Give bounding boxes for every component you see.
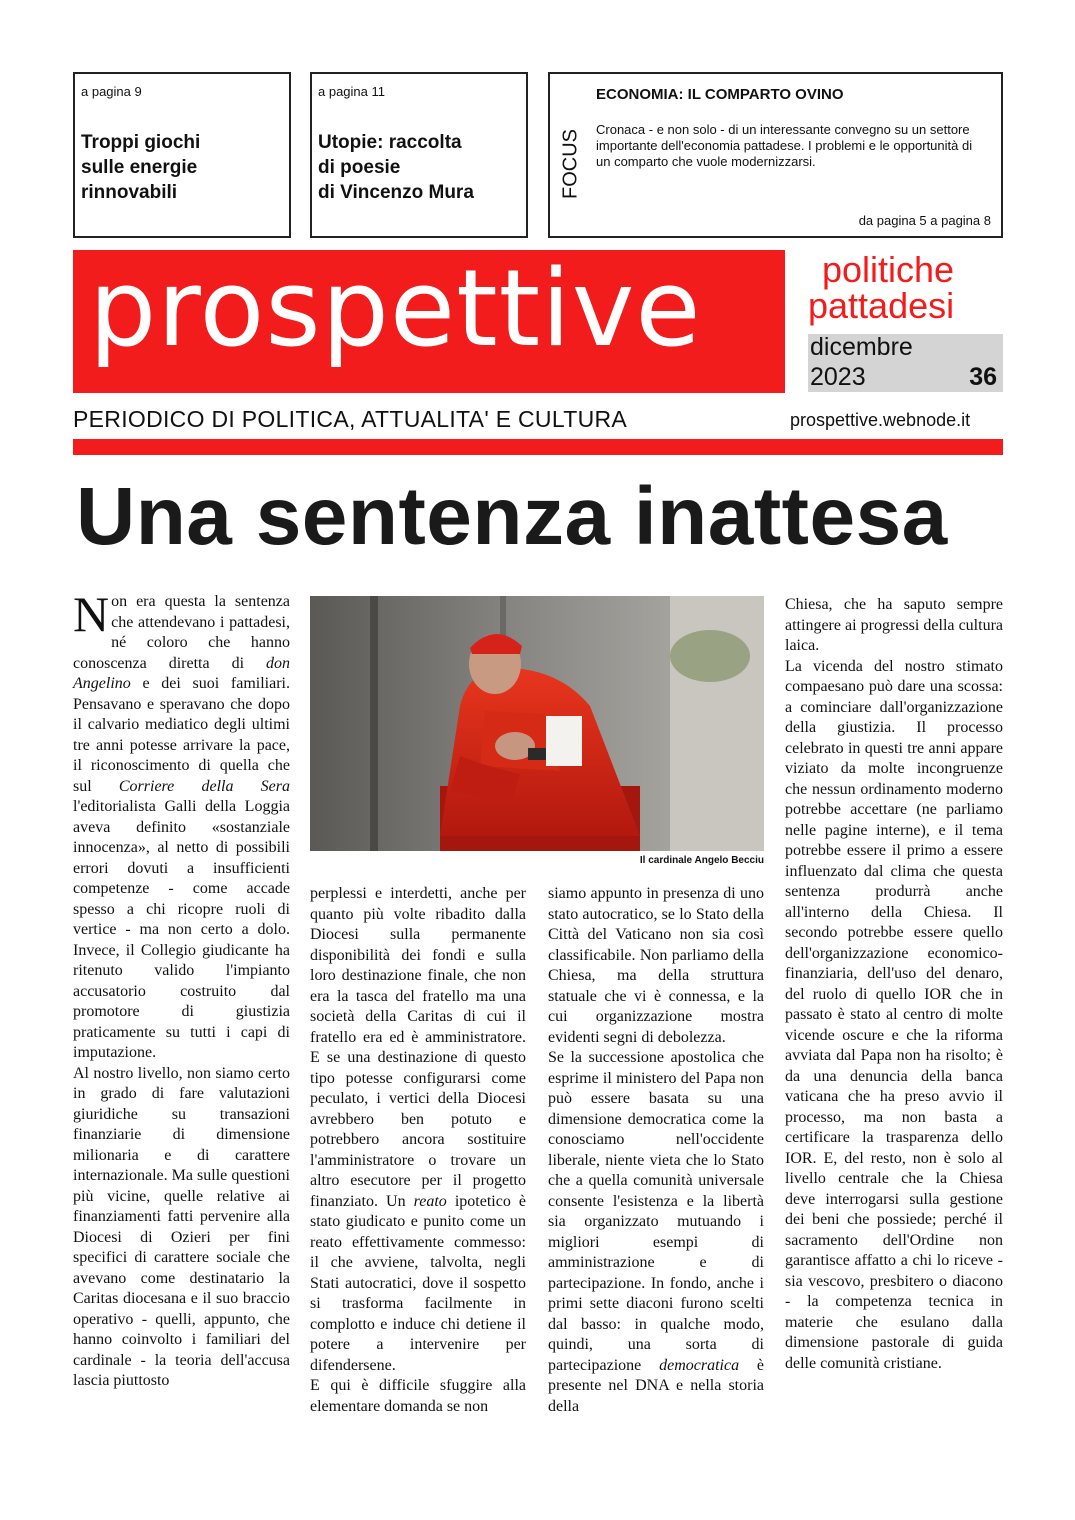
teaser-title: Utopie: raccolta di poesie di Vincenzo Mura: [318, 132, 474, 203]
article-headline: Una sentenza inattesa: [76, 471, 948, 562]
article-column-3: siamo appunto in presenza di uno stato autocratico, se lo Stato della Città del Vaticano non sia così classificabile. Non parliamo della Chiesa, ma della struttura statuale che vi è connessa, e la cui organizzazione mostra evidenti segni di debolezza. Se la successione apostolica che esprime il ministero del Papa non può essere basata su una dimensione democratica come la conosciamo nell'occidente liberale, niente vieta che lo Stato che a quella comunità universale consente l'esistenza e la libertà sia organizzato mutuando i migliori esempi di amministrazione e di partecipazione. In fondo, anche i primi sette diaconi furono scelti dal basso: in qualche modo, quindi, una sorta di partecipazione democratica è presente nel DNA e nella storia della: [548, 885, 764, 1415]
masthead-banner: [73, 247, 785, 393]
drop-cap: N: [73, 586, 110, 642]
article-column-2: perplessi e interdetti, anche per quanto più volte ribadito dalla Diocesi sulla permanente disponibilità dei fondi e sulla loro destinazione finale, che non era la tasca del fratello ma una società della Caritas di cui il fratello era ed è amministratore. E se una destinazione di questo tipo potesse configurarsi come peculato, i vertici della Diocesi avrebbero ben potuto e potrebbero ancora sostituire l'amministratore o trovare un altro esecutore per il progetto finanziato. Un reato ipotetico è stato giudicato e punito come un reato effettivamente commesso: il che avviene, talvolta, negli Stati autocratici, dove il sospetto si trasforma facilmente in complotto e induce chi detiene il potere a intervenire per difendersene. E qui è difficile sfuggire alla elementare domanda se non: [310, 884, 526, 1417]
teaser-title: Troppi giochi sulle energie rinnovabili: [81, 132, 201, 203]
article-column-4: [785, 595, 1003, 1374]
focus-page-ref: da pagina 5 a pagina 8: [858, 213, 991, 228]
focus-summary: Cronaca - e non solo - di un interessante convegno su un settore importante dell'economia pattadese. I problemi e le opportunità di un comparto che vuole modernizzarsi.: [596, 122, 973, 169]
photo-caption: Il cardinale Angelo Becciu: [639, 855, 764, 866]
cardinal-photo: [310, 596, 764, 851]
focus-box[interactable]: [548, 72, 1003, 238]
issue-number: 36: [969, 363, 997, 391]
paragraph: Al nostro livello, non siamo certo in grado di fare valutazioni giuridiche su transazioni finanziarie di dimensione milionaria e di carattere internazionale. Ma sulle questioni più vicine, quelle relative ai finanziamenti fatti pervenire alla Diocesi di Ozieri per fini specifici di carattere sociale che avevano come destinatario la Caritas diocesana e il suo braccio operativo - quelli, appunto, che hanno coinvolto i familiari del cardinale - la teoria dell'accusa lascia piuttosto: [73, 1064, 290, 1389]
focus-label: FOCUS: [559, 129, 582, 199]
divider-rule: [73, 439, 1003, 455]
paragraph: E qui è difficile sfuggire alla elementare domanda se non: [310, 1377, 526, 1415]
subtitle-line-2: pattadesi: [808, 285, 955, 326]
issue-month: dicembre: [810, 333, 913, 361]
teaser-page-ref: a pagina 9: [81, 84, 142, 99]
paragraph: La vicenda del nostro stimato compaesano può dare una scossa: a cominciare dall'organizzazione della giustizia. Il processo celebrato in questi tre anni appare viziato da molte incongruenze che nessun ordinamento moderno potrebbe accettare (ne parliamo nelle pagine interne), e il tema potrebbe essere il primo a essere influenzato dal clima che questa sentenza produrrà anche all'interno della Chiesa. Il secondo potrebbe essere quello dell'organizzazione economico-finanziaria, dell'uso del denaro, del ruolo di quello IOR che in passato è stato al centro di molte vicende oscure e che la riforma avviata dal Papa non ha risolto; è da una denuncia della banca vaticana che ha preso avvio il processo, ma non basta a certificare la trasparenza dello IOR. E, del resto, non è solo al livello centrale che la Chiesa deve interrogarsi sulla gestione dei beni che possiede; perché il sacramento dell'Ordine non garantisce affatto a chi lo riceve - sia vescovo, presbitero o diacono - la competenza tecnica in materie che esulano dalla dimensione pastorale di guida delle comunità cristiane.: [785, 657, 1003, 1372]
subtitle-line-1: politiche: [822, 249, 955, 290]
issue-year: 2023: [810, 363, 866, 391]
website-link[interactable]: prospettive.webnode.it: [790, 410, 971, 430]
paragraph: siamo appunto in presenza di uno stato autocratico, se lo Stato della Città del Vaticano non sia così classificabile. Non parliamo della Chiesa, ma della struttura statuale che vi è connessa, e la cui organizzazione mostra evidenti segni di debolezza.: [548, 885, 764, 1046]
article-column-1: Non era questa la sentenza che attendevano i pattadesi, né coloro che hanno conoscenza diretta di don Angelino e dei suoi familiari. Pensavano e speravano che dopo il calvario mediatico degli ultimi tre anni potesse arrivare la pace, il riconoscimento di quella che sul Corriere della Sera l'editorialista Galli della Loggia aveva definito «sostanziale innocenza», al netto di possibili errori dovuti a insufficienti competenze - come accade spesso a chi ricopre ruoli di vertice - ma non certo a dolo. Invece, il Collegio giudicante ha ritenuto valido l'impianto accusatorio costruito dal promotore di giustizia praticamente su tutti i capi di imputazione. Al nostro livello, non siamo certo in grado di fare valutazioni giuridiche su transazioni finanziarie di dimensione milionaria e di carattere internazionale. Ma sulle questioni più vicine, quelle relative ai finanziamenti fatti pervenire alla Diocesi di Ozieri per fini specifici di carattere sociale che avevano come destinatario la Caritas diocesana e il suo braccio operativo - quelli, appunto, che hanno coinvolto i familiari del cardinale - la teoria dell'accusa lascia piuttosto: [73, 592, 290, 1392]
masthead-title: prospettive: [89, 247, 702, 370]
teaser-box-page-11[interactable]: [310, 72, 528, 238]
tagline: PERIODICO DI POLITICA, ATTUALITA' E CULTURA: [73, 406, 628, 432]
paragraph: Chiesa, che ha saputo sempre attingere ai progressi della cultura laica.: [785, 596, 1003, 654]
teaser-box-page-9[interactable]: [73, 72, 291, 238]
focus-title: ECONOMIA: IL COMPARTO OVINO: [596, 86, 844, 103]
issue-date-box: [808, 334, 1003, 392]
teaser-page-ref: a pagina 11: [318, 84, 385, 99]
